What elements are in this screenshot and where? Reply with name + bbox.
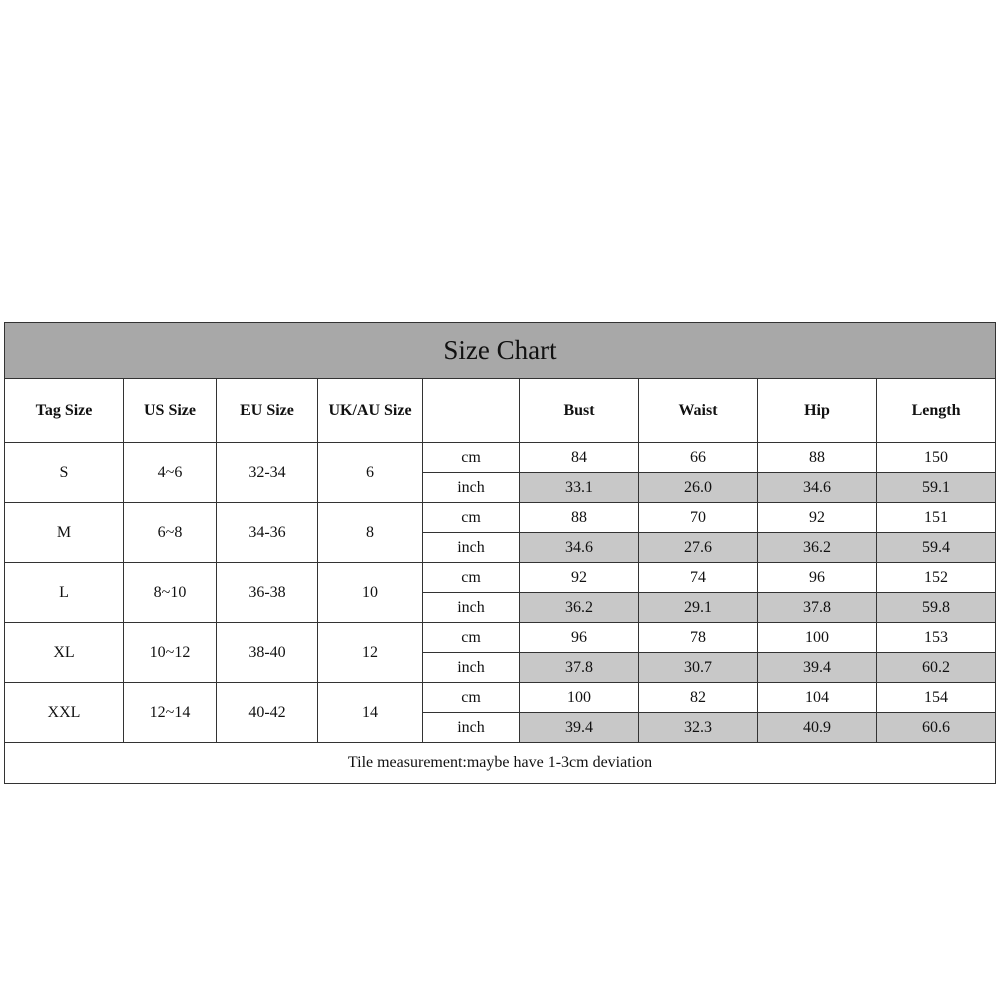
tag-size-cell: XL: [5, 623, 124, 683]
waist-inch-cell: 32.3: [639, 713, 758, 743]
eu-size-cell: 36-38: [217, 563, 318, 623]
measurement-note: Tile measurement:maybe have 1-3cm deviation: [5, 743, 996, 784]
note-row: [5, 743, 996, 784]
bust-inch-cell: 34.6: [520, 533, 639, 563]
hip-inch-cell: 37.8: [758, 593, 877, 623]
unit-cm-cell: cm: [423, 623, 520, 653]
eu-size-cell: 32-34: [217, 443, 318, 503]
hip-inch-cell: 34.6: [758, 473, 877, 503]
table-row-cm: [5, 623, 996, 653]
header-length: Length: [877, 379, 996, 443]
bust-inch-cell: 37.8: [520, 653, 639, 683]
bust-inch-cell: 36.2: [520, 593, 639, 623]
header-waist: Waist: [639, 379, 758, 443]
waist-cm-cell: 74: [639, 563, 758, 593]
length-cm-cell: 150: [877, 443, 996, 473]
eu-size-cell: 34-36: [217, 503, 318, 563]
uk-au-size-cell: 6: [318, 443, 423, 503]
header-unit: [423, 379, 520, 443]
uk-au-size-cell: 8: [318, 503, 423, 563]
waist-inch-cell: 26.0: [639, 473, 758, 503]
length-cm-cell: 153: [877, 623, 996, 653]
waist-cm-cell: 70: [639, 503, 758, 533]
waist-inch-cell: 30.7: [639, 653, 758, 683]
table-row-cm: [5, 563, 996, 593]
header-us-size: US Size: [124, 379, 217, 443]
length-cm-cell: 152: [877, 563, 996, 593]
uk-au-size-cell: 10: [318, 563, 423, 623]
size-chart-table: [4, 322, 996, 784]
length-cm-cell: 151: [877, 503, 996, 533]
tag-size-cell: S: [5, 443, 124, 503]
us-size-cell: 12~14: [124, 683, 217, 743]
bust-cm-cell: 84: [520, 443, 639, 473]
table-row-cm: [5, 503, 996, 533]
header-bust: Bust: [520, 379, 639, 443]
waist-cm-cell: 78: [639, 623, 758, 653]
header-row: [5, 379, 996, 443]
length-inch-cell: 60.6: [877, 713, 996, 743]
table-row-cm: [5, 683, 996, 713]
hip-cm-cell: 100: [758, 623, 877, 653]
unit-cm-cell: cm: [423, 683, 520, 713]
bust-cm-cell: 96: [520, 623, 639, 653]
us-size-cell: 4~6: [124, 443, 217, 503]
us-size-cell: 8~10: [124, 563, 217, 623]
uk-au-size-cell: 12: [318, 623, 423, 683]
length-inch-cell: 60.2: [877, 653, 996, 683]
bust-inch-cell: 33.1: [520, 473, 639, 503]
waist-inch-cell: 29.1: [639, 593, 758, 623]
table-row-cm: [5, 443, 996, 473]
waist-cm-cell: 82: [639, 683, 758, 713]
bust-inch-cell: 39.4: [520, 713, 639, 743]
unit-inch-cell: inch: [423, 713, 520, 743]
length-inch-cell: 59.4: [877, 533, 996, 563]
unit-inch-cell: inch: [423, 593, 520, 623]
bust-cm-cell: 88: [520, 503, 639, 533]
unit-inch-cell: inch: [423, 653, 520, 683]
hip-cm-cell: 104: [758, 683, 877, 713]
bust-cm-cell: 100: [520, 683, 639, 713]
length-cm-cell: 154: [877, 683, 996, 713]
tag-size-cell: M: [5, 503, 124, 563]
hip-inch-cell: 40.9: [758, 713, 877, 743]
unit-inch-cell: inch: [423, 473, 520, 503]
chart-title: Size Chart: [5, 323, 996, 379]
header-uk-au-size: UK/AU Size: [318, 379, 423, 443]
hip-inch-cell: 36.2: [758, 533, 877, 563]
unit-inch-cell: inch: [423, 533, 520, 563]
length-inch-cell: 59.1: [877, 473, 996, 503]
us-size-cell: 6~8: [124, 503, 217, 563]
tag-size-cell: L: [5, 563, 124, 623]
unit-cm-cell: cm: [423, 563, 520, 593]
us-size-cell: 10~12: [124, 623, 217, 683]
length-inch-cell: 59.8: [877, 593, 996, 623]
header-hip: Hip: [758, 379, 877, 443]
uk-au-size-cell: 14: [318, 683, 423, 743]
unit-cm-cell: cm: [423, 503, 520, 533]
header-eu-size: EU Size: [217, 379, 318, 443]
unit-cm-cell: cm: [423, 443, 520, 473]
title-row: [5, 323, 996, 379]
eu-size-cell: 40-42: [217, 683, 318, 743]
hip-cm-cell: 88: [758, 443, 877, 473]
hip-inch-cell: 39.4: [758, 653, 877, 683]
eu-size-cell: 38-40: [217, 623, 318, 683]
waist-inch-cell: 27.6: [639, 533, 758, 563]
hip-cm-cell: 96: [758, 563, 877, 593]
tag-size-cell: XXL: [5, 683, 124, 743]
hip-cm-cell: 92: [758, 503, 877, 533]
bust-cm-cell: 92: [520, 563, 639, 593]
header-tag-size: Tag Size: [5, 379, 124, 443]
waist-cm-cell: 66: [639, 443, 758, 473]
